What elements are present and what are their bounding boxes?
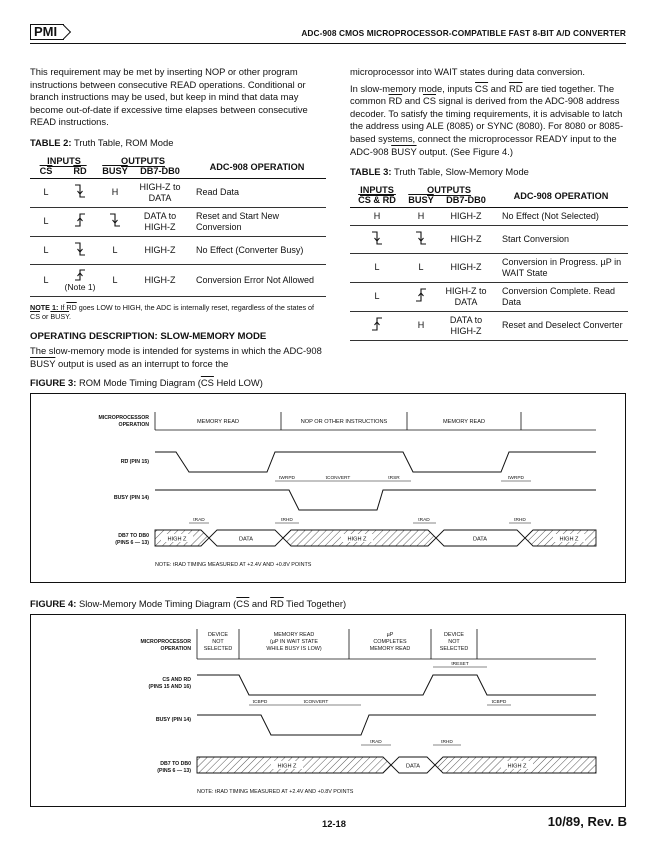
- table3-row2-db: HIGH-Z: [438, 225, 494, 253]
- table2-row2-op: Reset and Start New Conversion: [188, 207, 326, 236]
- note-rd: $\overline{RD}$: [66, 302, 77, 312]
- fig4-db-pins: (PINS 6 — 13): [157, 768, 191, 774]
- fig4-t-convert: tCONVERT: [303, 700, 329, 705]
- table3-row3-db: HIGH-Z: [438, 253, 494, 282]
- figure3-timing-diagram: [30, 393, 626, 583]
- fig3-rd-waveform: [155, 452, 596, 472]
- figure4-caption: FIGURE 4: Slow-Memory Mode Timing Diagram ($\overline{CS}$ and $\overline{RD}$ Tied Together): [30, 598, 347, 609]
- fig3-phase2: NOP OR OTHER INSTRUCTIONS: [300, 419, 388, 425]
- fig3-highz-1: HIGH Z: [167, 536, 187, 543]
- figure4-label: FIGURE 4:: [30, 598, 77, 609]
- fig4-busy-waveform: [197, 715, 596, 735]
- table3-row5-busy: H: [404, 311, 438, 340]
- table3-row3-busy: L: [404, 253, 438, 282]
- fig3-t-rad-1: tRAD: [193, 518, 205, 523]
- note-text-b: goes LOW to HIGH, the ADC is internally reset, regardless of the states of: [76, 302, 315, 312]
- table3-row4-db: HIGH-Z to DATA: [438, 282, 494, 311]
- table3-row: [350, 225, 628, 253]
- fig3-t-wrpd-1: tWRPD: [279, 476, 295, 481]
- table2-row2-db: DATA to HIGH-Z: [132, 207, 188, 236]
- fig3-phase3: MEMORY READ: [442, 419, 486, 425]
- fig3-t-rhd-1: tRHD: [281, 518, 293, 523]
- table3-row1-op: No Effect (Not Selected): [494, 207, 628, 225]
- figure3-label: FIGURE 3:: [30, 377, 77, 388]
- fig3-highz-3: HIGH Z: [559, 536, 579, 543]
- table3-row2-op: Start Conversion: [494, 225, 628, 253]
- fig3-phase1: MEMORY READ: [196, 419, 240, 425]
- fig3-db-pins: (PINS 6 — 13): [115, 540, 149, 546]
- right-paragraph-1: microprocessor into WAIT states during data conversion.: [350, 66, 585, 77]
- header-title: ADC-908 CMOS MICROPROCESSOR-COMPATIBLE FAST 8-BIT A/D CONVERTER: [301, 28, 626, 38]
- table2-col-rd: $\overline{RD}$: [62, 166, 98, 179]
- table3-operation-header: ADC-908 OPERATION: [494, 185, 628, 208]
- fig4-t-rhd: tRHD: [441, 740, 453, 745]
- table3-row: [350, 207, 628, 225]
- table2-row4-op: Conversion Error Not Allowed: [188, 264, 326, 296]
- table2-row1-db: HIGH-Z to DATA: [132, 178, 188, 207]
- fig4-csrd-waveform: [197, 675, 596, 695]
- left-paragraph-1: This requirement may be met by inserting NOP or other program instructions between consecutive READ operations. Conditional or branch instructions may be used, but keep in mind that data may become out-of-date if excessive time elapses between consecutive READ instructions.: [30, 66, 308, 128]
- table2-row1-op: Read Data: [188, 178, 326, 207]
- table3-row1-busy: H: [404, 207, 438, 225]
- falling-edge-icon: [350, 225, 404, 253]
- table3-row: [350, 253, 628, 282]
- table3-row: [350, 282, 628, 311]
- table3-slow-memory-mode: [350, 185, 628, 341]
- table3-row4-csrd: L: [350, 282, 404, 311]
- table3-row3-csrd: L: [350, 253, 404, 282]
- note-cs: $\overline{CS}$: [30, 311, 40, 321]
- fig3-busy-label: BUSY (PIN 14): [113, 495, 149, 501]
- fig4-up-label-1: MICROPROCESSOR: [140, 639, 191, 645]
- table2-col-cs: $\overline{CS}$: [30, 166, 62, 179]
- table3-col-busy: BUSY: [404, 195, 438, 208]
- table2-row2-cs: L: [30, 207, 62, 236]
- table3-row4-op: Conversion Complete. Read Data: [494, 282, 628, 311]
- note-text-a: If: [60, 302, 67, 312]
- falling-edge-icon: [62, 236, 98, 264]
- table3-row5-op: Reset and Deselect Converter: [494, 311, 628, 340]
- table3-row1-csrd: H: [350, 207, 404, 225]
- fig4-highz-2: HIGH Z: [507, 763, 527, 770]
- table2-row4-cs: L: [30, 264, 62, 296]
- left-column: [30, 66, 326, 378]
- fig4-phase2-3: WHILE BUSY IS LOW): [266, 646, 322, 652]
- falling-edge-icon: [98, 207, 132, 236]
- fig3-t-rad-2: tRAD: [418, 518, 430, 523]
- revision: 10/89, Rev. B: [547, 814, 627, 829]
- note-text-or: or: [40, 311, 51, 321]
- table3-title: Truth Table, Slow-Memory Mode: [393, 166, 529, 178]
- table2-row1-cs: L: [30, 178, 62, 207]
- fig4-t-cbpd-2: tCBPD: [491, 700, 507, 705]
- right-column: [350, 66, 628, 341]
- table2-row3-op: No Effect (Converter Busy): [188, 236, 326, 264]
- table2-col-busy: BUSY: [98, 166, 132, 179]
- table2-row4-rd: [62, 264, 98, 296]
- table2-row: [30, 207, 326, 236]
- fig4-highz-1: HIGH Z: [277, 763, 297, 770]
- fig4-phase1-3: SELECTED: [203, 646, 233, 652]
- fig3-t-rsr: tRSR: [388, 476, 400, 481]
- table3-row3-op: Conversion in Progress. µP in WAIT State: [494, 253, 628, 282]
- fig3-rd-label: RD (PIN 15): [120, 459, 149, 465]
- fig4-t-reset: tRESET: [451, 662, 469, 667]
- table3-inputs-header: INPUTS: [360, 184, 394, 195]
- fig3-note: NOTE: tRAD TIMING MEASURED AT +2.4V AND +0.8V POINTS: [155, 562, 312, 568]
- fig3-t-rhd-2: tRHD: [514, 518, 526, 523]
- fig3-data-1: DATA: [238, 536, 254, 543]
- table2-note: [30, 303, 326, 321]
- fig4-phase4-1: DEVICE: [443, 632, 465, 638]
- fig4-phase1-1: DEVICE: [207, 632, 229, 638]
- fig4-phase3-2: COMPLETES: [373, 639, 407, 645]
- falling-edge-icon: [404, 225, 438, 253]
- note-label: NOTE 1:: [30, 302, 59, 312]
- fig3-busy-waveform: [155, 490, 596, 510]
- fig4-csrd-pins: (PINS 15 AND 16): [148, 684, 191, 690]
- fig3-t-convert: tCONVERT: [325, 476, 351, 481]
- note-text-end: .: [69, 311, 72, 321]
- table3-row5-db: DATA to HIGH-Z: [438, 311, 494, 340]
- table2-row1-busy: H: [98, 178, 132, 207]
- fig4-t-cbpd-1: tCBPD: [252, 700, 268, 705]
- table2-title: Truth Table, ROM Mode: [73, 136, 174, 148]
- rising-edge-icon: [62, 207, 98, 236]
- table2-row: [30, 236, 326, 264]
- table3-col-db: DB7-DB0: [438, 195, 494, 208]
- table2-row3-busy: L: [98, 236, 132, 264]
- table3-col-csrd: CS & RD: [350, 195, 404, 208]
- fig4-up-label-2: OPERATION: [160, 646, 191, 652]
- fig4-t-rad: tRAD: [370, 740, 382, 745]
- page-header: [30, 24, 626, 44]
- page-number: 12-18: [322, 818, 346, 829]
- fig4-phase4-2: NOT: [448, 639, 460, 645]
- fig4-busy-label: BUSY (PIN 14): [155, 717, 191, 723]
- figure3-caption: FIGURE 3: ROM Mode Timing Diagram ($\overline{CS}$ Held LOW): [30, 377, 263, 388]
- rising-edge-icon: [73, 268, 87, 282]
- fig4-phase1-2: NOT: [212, 639, 224, 645]
- fig4-note: NOTE: tRAD TIMING MEASURED AT +2.4V AND +0.8V POINTS: [197, 789, 354, 795]
- left-paragraph-2: The slow-memory mode is intended for systems in which the ADC-908 BUSY output is used as an interrupt to force the: [30, 345, 322, 369]
- table2-rom-mode: [30, 156, 326, 297]
- table2-col-db: DB7-DB0: [132, 166, 188, 179]
- table3-caption: [350, 166, 628, 179]
- table2-row: [30, 178, 326, 207]
- note-busy: BUSY: [50, 311, 70, 321]
- fig4-data: DATA: [405, 763, 421, 770]
- fig3-t-wrpd-2: tWRPD: [508, 476, 524, 481]
- table2-inputs-header: INPUTS: [47, 155, 81, 166]
- table2-row: [30, 264, 326, 296]
- table2-row4-busy: L: [98, 264, 132, 296]
- fig3-up-label-1: MICROPROCESSOR: [98, 415, 149, 421]
- fig4-phase3-1: µP: [386, 632, 394, 638]
- table2-label: TABLE 2:: [30, 136, 72, 148]
- table2-row4-db: HIGH-Z: [132, 264, 188, 296]
- table3-label: TABLE 3:: [350, 166, 392, 178]
- right-paragraph-2: In slow-memory mode, inputs $\overline{CS}$ and $\overline{RD}$ are tied together. The common $\overline{RD}$ and $\overline{CS}$ signal is derived from the ADC-908 address decoder. To satisfy the timing requirements, it is advisable to latch the address using ALE (8085) or SYNC (8080). For 8080 or 8085-based systems, connect the microprocessor READY input to the ADC-908 BUSY output. (See Figure 4.): [350, 82, 624, 157]
- table2-outputs-header: OUTPUTS: [121, 155, 165, 166]
- pmi-logo: PMI: [30, 24, 64, 40]
- fig3-db-label: DB7 TO DB0: [118, 533, 149, 539]
- fig3-up-label-2: OPERATION: [118, 422, 149, 428]
- rising-edge-icon: [404, 282, 438, 311]
- table2-caption: [30, 137, 326, 150]
- table3-outputs-header: OUTPUTS: [427, 184, 471, 195]
- table2-note-ref: (Note 1): [64, 281, 96, 292]
- table3-row1-db: HIGH-Z: [438, 207, 494, 225]
- fig4-phase2-1: MEMORY READ: [273, 632, 315, 638]
- fig4-db-label: DB7 TO DB0: [160, 761, 191, 767]
- fig4-phase3-3: MEMORY READ: [369, 646, 411, 652]
- table2-row3-db: HIGH-Z: [132, 236, 188, 264]
- figure4-timing-diagram: [30, 614, 626, 807]
- falling-edge-icon: [62, 178, 98, 207]
- fig3-highz-2: HIGH Z: [347, 536, 367, 543]
- fig4-csrd-label: CS AND RD: [162, 677, 191, 683]
- fig4-phase2-2: (µP IN WAIT STATE: [269, 639, 319, 645]
- rising-edge-icon: [350, 311, 404, 340]
- table2-operation-header: ADC-908 OPERATION: [188, 156, 326, 179]
- section-title: OPERATING DESCRIPTION: SLOW-MEMORY MODE: [30, 330, 267, 342]
- fig3-data-2: DATA: [472, 536, 488, 543]
- table3-row: [350, 311, 628, 340]
- fig4-phase4-3: SELECTED: [439, 646, 469, 652]
- table2-row3-cs: L: [30, 236, 62, 264]
